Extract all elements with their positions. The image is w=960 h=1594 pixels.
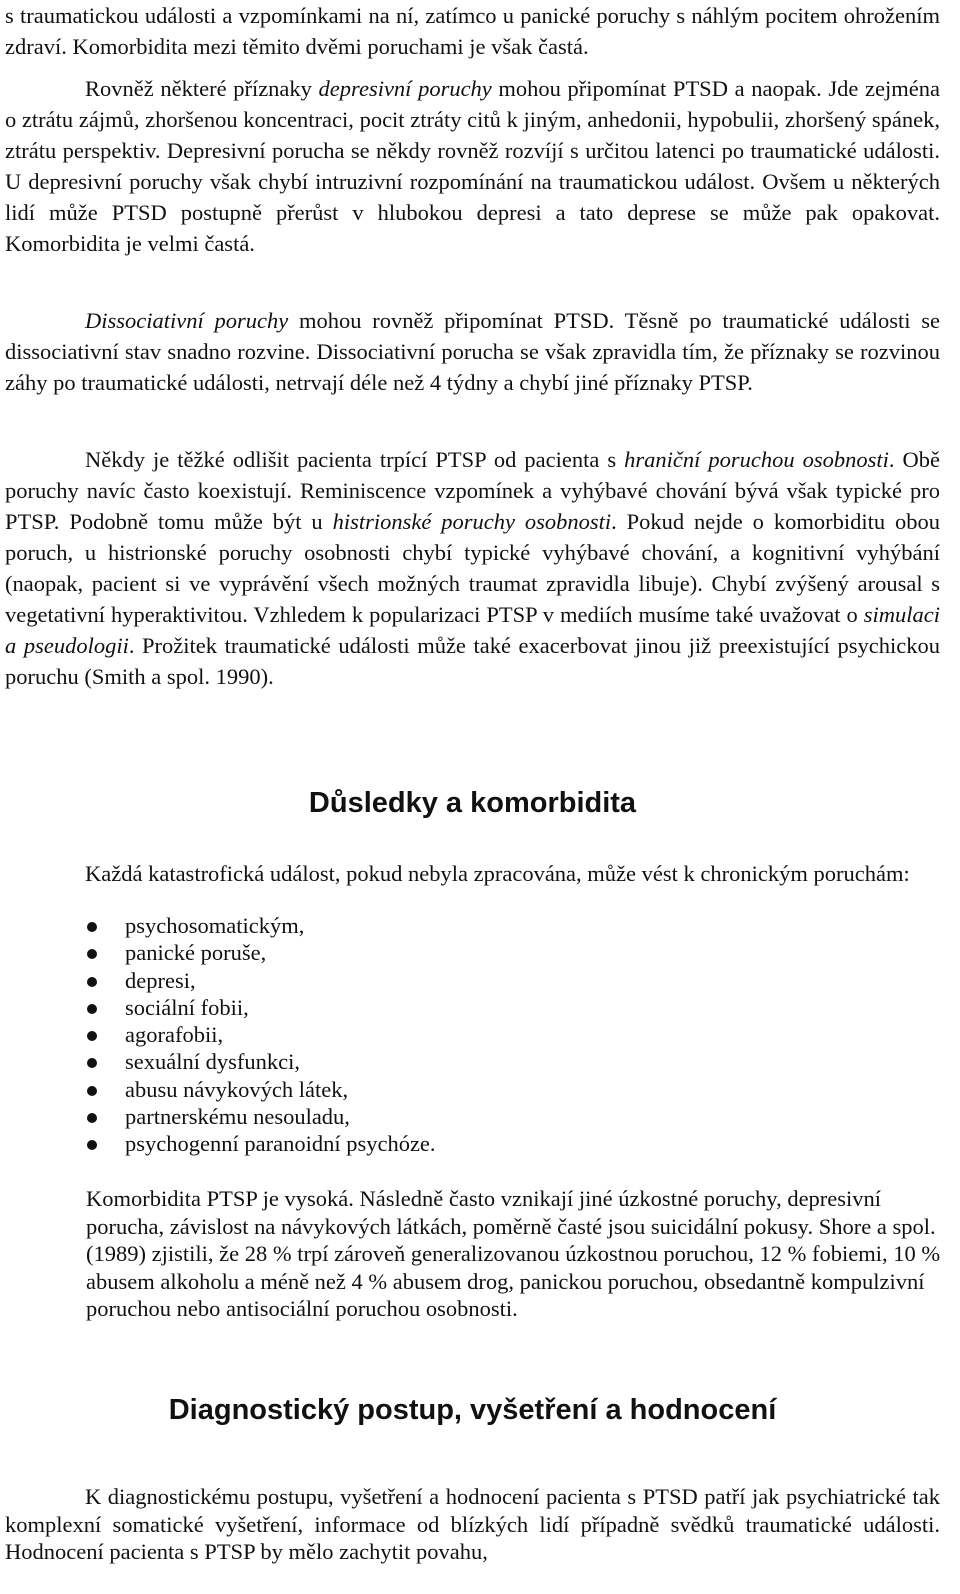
bullet-icon (87, 1004, 97, 1014)
bullet-icon (87, 1113, 97, 1123)
emphasis-term: simulaci a pseudologii (5, 602, 940, 658)
bullet-icon (87, 922, 97, 932)
list-item (5, 939, 436, 966)
list-item-text: partnerskému nesouladu, (125, 1104, 350, 1130)
paragraph-panic-disorder (5, 0, 940, 62)
bullet-icon (87, 977, 97, 987)
list-item (5, 1130, 436, 1157)
emphasis-term: hraniční poruchou osobnosti (624, 447, 889, 472)
list-item-text: psychogenní paranoidní psychóze. (125, 1131, 436, 1157)
text-run: mohou rovněž připomínat PTSD. Těsně po traumatické události se dissociativní stav snadno rozvine. Dissociativní porucha se však zpravidla tím, že příznaky se rozvinou záhy po traumatické události, netrvají déle než 4 týdny a chybí jiné příznaky PTSP. (5, 308, 940, 395)
list-item (5, 1076, 436, 1103)
paragraph-text: s traumatickou události a vzpomínkami na ní, zatímco u panické poruchy s náhlým pocitem ohrožením zdraví. Komorbidita mezi těmito dvěmi poruchami je však častá. (5, 3, 940, 59)
list-item-text: agorafobii, (125, 1022, 224, 1048)
paragraph-diagnostics (5, 1483, 940, 1566)
paragraph-comorbidity (86, 1185, 946, 1323)
list-item-text: sexuální dysfunkci, (125, 1049, 300, 1075)
list-item-text: psychosomatickým, (125, 913, 305, 938)
text-run: Někdy je těžké odlišit pacienta trpící PTSP od pacienta s (85, 447, 625, 472)
list-item (5, 1021, 436, 1048)
paragraph-consequences-intro (5, 858, 940, 889)
list-item (5, 912, 436, 939)
list-item-text: depresi, (125, 967, 196, 993)
paragraph-personality (5, 444, 940, 692)
list-item-text: sociální fobii, (125, 994, 249, 1020)
text-run: Komorbidita PTSP je vysoká. Následně často vznikají jiné úzkostné poruchy, depresivní porucha, závislost na návykových látkách, poměrně časté jsou suicidální pokusy. Shore a spol. (1989) zjistili, že 28 % trpí zároveň generalizovanou úzkostnou poruchou, 12 % fobiemi, 10 % abusem alkoholu a méně než 4 % abusem drog, panickou poruchou, obsedantně kompulzivní poruchou nebo antisociální poruchou osobnosti. (86, 1186, 941, 1321)
emphasis-term: histrionské poruchy osobnosti (332, 509, 612, 534)
emphasis-term: depresivní poruchy (318, 76, 492, 101)
emphasis-term: Dissociativní poruchy (85, 308, 289, 333)
section-heading-diagnostics: Diagnostický postup, vyšetření a hodnocení (168, 1394, 777, 1426)
bullet-icon (87, 1058, 97, 1068)
bullet-icon (87, 1140, 97, 1150)
text-run: . Obě poruchy navíc často koexistují. Reminiscence vzpomínek a vyhýbavé chování bývá však typické pro PTSP. Podobně tomu může být u (5, 447, 940, 534)
list-item (5, 994, 436, 1021)
consequences-list (5, 912, 436, 1158)
paragraph-dissociative (5, 305, 940, 398)
text-run: Rovněž některé příznaky (85, 76, 319, 101)
bullet-icon (87, 1031, 97, 1041)
text-run: mohou připomínat PTSD a naopak. Jde zejména o ztrátu zájmů, zhoršenou koncentraci, pocit ztráty citů k jiným, anhedonii, hypobulii, zhoršený spánek, ztrátu perspektiv. Depresivní porucha se někdy rovněž rozvíjí s určitou latenci po traumatické události. U depresivní poruchy však chybí intruzivní rozpomínání na traumatickou událost. Ovšem u některých lidí může PTSD postupně přerůst v hlubokou depresi a tato deprese se může pak opakovat. Komorbidita je velmi častá. (5, 76, 940, 256)
text-run: K diagnostickému postupu, vyšetření a hodnocení pacienta s PTSD patří jak psychiatrické tak komplexní somatické vyšetření, informace od blízkých lidí případně svědků traumatické události. Hodnocení pacienta s PTSP by mělo zachytit povahu, (5, 1484, 940, 1564)
text-run: . Prožitek traumatické události může také exacerbovat jinou již preexistující psychickou poruchu (Smith a spol. 1990). (5, 633, 940, 689)
bullet-icon (87, 1086, 97, 1096)
list-item-text: abusu návykových látek, (125, 1076, 349, 1102)
paragraph-depression (5, 73, 940, 259)
text-run: . Pokud nejde o komorbiditu obou poruch, u histrionské poruchy osobnosti chybí typické vyhýbavé chování, a kognitivní vyhýbání (naopak, pacient si ve vyprávění všech možných traumat zpravidla libuje). Chybí zvýšený arousal s vegetativní hyperaktivitou. Vzhledem k popularizaci PTSP v mediích musíme také uvažovat o (5, 509, 940, 627)
section-heading-consequences: Důsledky a komorbidita (308, 787, 637, 819)
text-run: Každá katastrofická událost, pokud nebyla zpracována, může vést k chronickým poruchám: (85, 861, 910, 886)
list-item-text: panické poruše, (125, 940, 267, 966)
bullet-icon (87, 949, 97, 959)
list-item (5, 967, 436, 994)
list-item (5, 1103, 436, 1130)
list-item (5, 1048, 436, 1075)
